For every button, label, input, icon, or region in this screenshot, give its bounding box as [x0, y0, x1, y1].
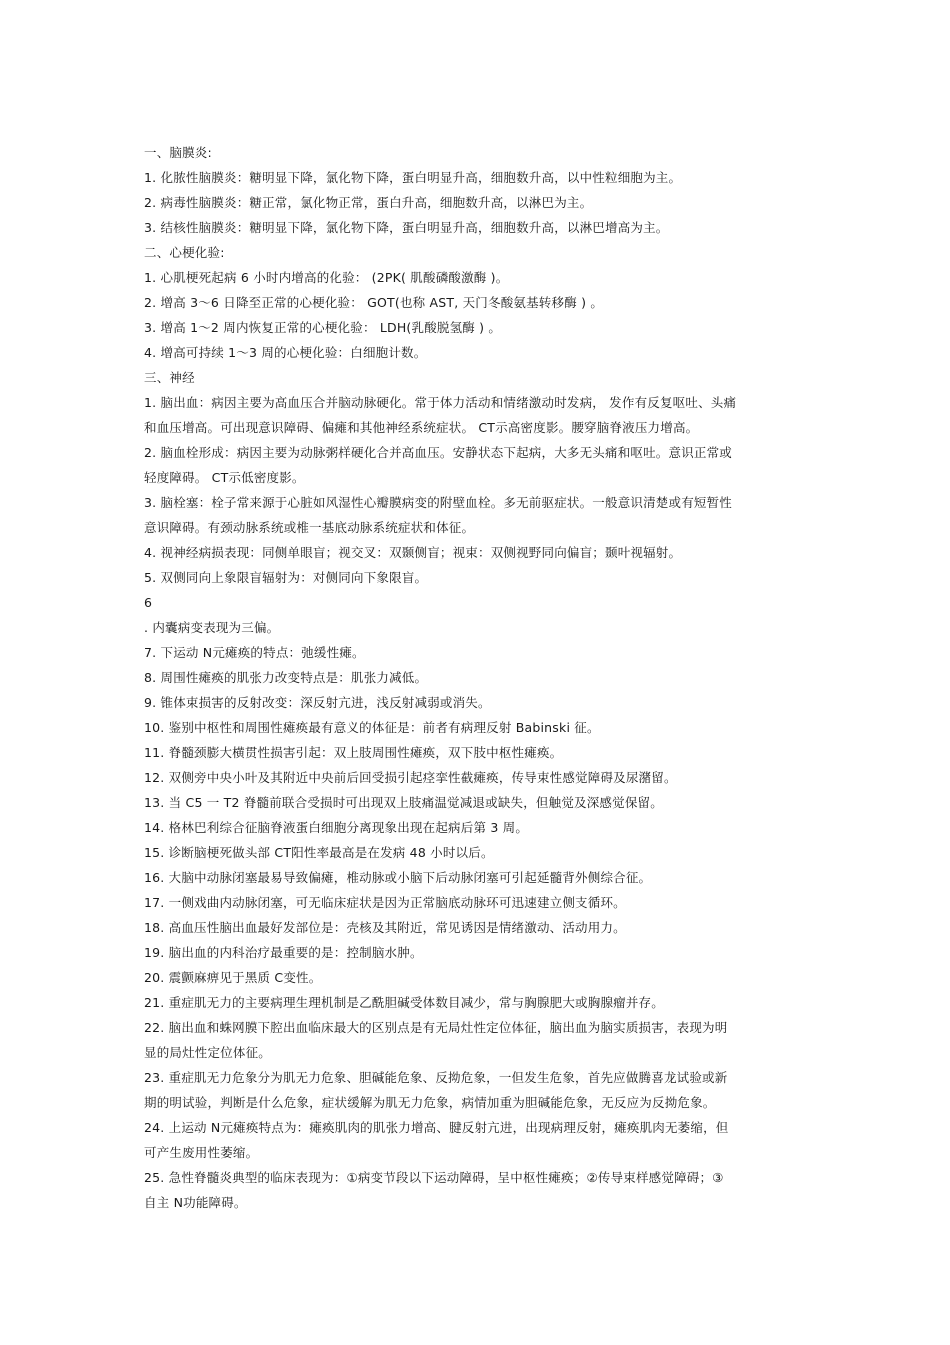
text-line: 4. 增高可持续 1～3 周的心梗化验：白细胞计数。: [144, 345, 427, 360]
text-line: 自主 N功能障碍。: [144, 1195, 247, 1210]
text-line: 6: [144, 595, 153, 610]
text-line: 轻度障碍。 CT示低密度影。: [144, 470, 305, 485]
text-line: 2. 增高 3～6 日降至正常的心梗化验： GOT(也称 AST, 天门冬酸氨基转移酶 ) 。: [144, 295, 604, 310]
text-line: 和血压增高。可出现意识障碍、偏瘫和其他神经系统症状。 CT示高密度影。腰穿脑脊液压力增高。: [144, 420, 699, 435]
text-line: 11. 脊髓颈膨大横贯性损害引起：双上肢周围性瘫痪，双下肢中枢性瘫痪。: [144, 745, 563, 760]
text-line: 意识障碍。有颈动脉系统或椎一基底动脉系统症状和体征。: [144, 520, 475, 535]
text-line: 25. 急性脊髓炎典型的临床表现为：①病变节段以下运动障碍，呈中枢性瘫痪；②传导束样感觉障碍；③: [144, 1170, 724, 1185]
text-line: 18. 高血压性脑出血最好发部位是：壳核及其附近，常见诱因是情绪激动、活动用力。: [144, 920, 626, 935]
text-line: 14. 格林巴利综合征脑脊液蛋白细胞分离现象出现在起病后第 3 周。: [144, 820, 529, 835]
text-line: 9. 锥体束损害的反射改变：深反射亢进，浅反射减弱或消失。: [144, 695, 491, 710]
text-line: 2. 病毒性脑膜炎：糖正常，氯化物正常，蛋白升高，细胞数升高，以淋巴为主。: [144, 195, 593, 210]
text-line: 23. 重症肌无力危象分为肌无力危象、胆碱能危象、反拗危象，一但发生危象，首先应做腾喜龙试验或新: [144, 1070, 728, 1085]
heading-meningitis: 一、脑膜炎:: [144, 145, 212, 160]
text-line: 1. 化脓性脑膜炎：糖明显下降，氯化物下降，蛋白明显升高，细胞数升高，以中性粒细胞为主。: [144, 170, 682, 185]
text-line: 3. 增高 1～2 周内恢复正常的心梗化验： LDH(乳酸脱氢酶 ) 。: [144, 320, 502, 335]
text-line: 期的明试验，判断是什么危象，症状缓解为肌无力危象，病情加重为胆碱能危象，无反应为反拗危象。: [144, 1095, 716, 1110]
text-line: 24. 上运动 N元瘫痪特点为：瘫痪肌肉的肌张力增高、腱反射亢进，出现病理反射，瘫痪肌肉无萎缩，但: [144, 1120, 729, 1135]
text-line: 15. 诊断脑梗死做头部 CT阳性率最高是在发病 48 小时以后。: [144, 845, 494, 860]
text-line: 22. 脑出血和蛛网膜下腔出血临床最大的区别点是有无局灶性定位体征，脑出血为脑实质损害，表现为明: [144, 1020, 728, 1035]
text-line: 19. 脑出血的内科治疗最重要的是：控制脑水肿。: [144, 945, 423, 960]
text-line: 13. 当 C5 一 T2 脊髓前联合受损时可出现双上肢痛温觉减退或缺失，但触觉及深感觉保留。: [144, 795, 663, 810]
heading-mi-tests: 二、心梗化验:: [144, 245, 225, 260]
text-line: 3. 结核性脑膜炎：糖明显下降，氯化物下降，蛋白明显升高，细胞数升高，以淋巴增高为主。: [144, 220, 669, 235]
document-page: [144, 140, 756, 1215]
text-line: 7. 下运动 N元瘫痪的特点：弛缓性瘫。: [144, 645, 365, 660]
text-line: 8. 周围性瘫痪的肌张力改变特点是：肌张力减低。: [144, 670, 428, 685]
text-line: 可产生废用性萎缩。: [144, 1145, 259, 1160]
heading-neurology: 三、神经: [144, 370, 195, 385]
text-line: 3. 脑栓塞：栓子常来源于心脏如风湿性心瓣膜病变的附壁血栓。多无前驱症状。一般意识清楚或有短暂性: [144, 495, 733, 510]
text-line: 1. 脑出血：病因主要为高血压合并脑动脉硬化。常于体力活动和情绪激动时发病， 发作有反复呕吐、头痛: [144, 395, 737, 410]
text-line: . 内囊病变表现为三偏。: [144, 620, 280, 635]
text-line: 显的局灶性定位体征。: [144, 1045, 272, 1060]
text-line: 4. 视神经病损表现：同侧单眼盲；视交叉：双颞侧盲；视束：双侧视野同向偏盲；颞叶视辐射。: [144, 545, 682, 560]
text-line: 21. 重症肌无力的主要病理生理机制是乙酰胆碱受体数目减少，常与胸腺肥大或胸腺瘤并存。: [144, 995, 664, 1010]
text-line: 17. 一侧戏曲内动脉闭塞，可无临床症状是因为正常脑底动脉环可迅速建立侧支循环。: [144, 895, 626, 910]
text-line: 20. 震颤麻痹见于黑质 C变性。: [144, 970, 322, 985]
text-line: 2. 脑血栓形成：病因主要为动脉粥样硬化合并高血压。安静状态下起病，大多无头痛和呕吐。意识正常或: [144, 445, 733, 460]
text-line: 12. 双侧旁中央小叶及其附近中央前后回受损引起痉挛性截瘫痪，传导束性感觉障碍及尿潴留。: [144, 770, 677, 785]
text-line: 10. 鉴别中枢性和周围性瘫痪最有意义的体征是：前者有病理反射 Babinski 征。: [144, 720, 600, 735]
text-line: 1. 心肌梗死起病 6 小时内增高的化验： (2PK( 肌酸磷酸激酶 )。: [144, 270, 509, 285]
text-line: 5. 双侧同向上象限盲辐射为：对侧同向下象限盲。: [144, 570, 428, 585]
text-line: 16. 大脑中动脉闭塞最易导致偏瘫，椎动脉或小脑下后动脉闭塞可引起延髓背外侧综合征。: [144, 870, 652, 885]
